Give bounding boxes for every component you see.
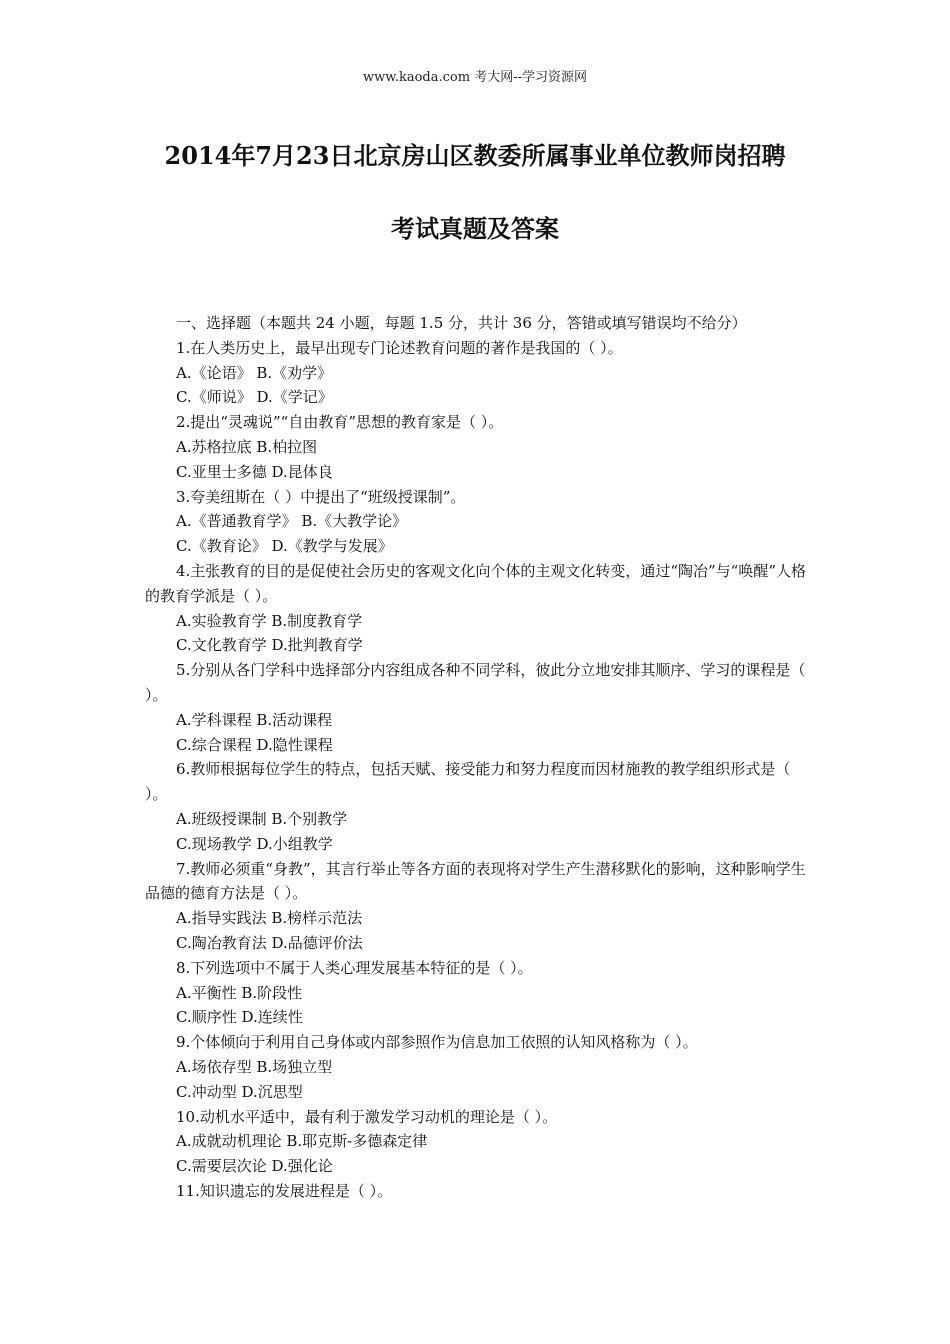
question-stem: 4.主张教育的目的是促使社会历史的客观文化向个体的主观文化转变，通过“陶冶”与“唤醒”人格的教育学派是（ ）。 [145, 561, 806, 605]
document-title-line2: 考试真题及答案 [391, 214, 559, 243]
question-option: C.冲动型 D.沉思型 [176, 1082, 303, 1101]
question-stem: 9.个体倾向于利用自己身体或内部参照作为信息加工依照的认知风格称为（ ）。 [176, 1033, 698, 1052]
section-heading: 一、选择题（本题共 24 小题，每题 1.5 分，共计 36 分，答错或填写错误均不给分） [176, 314, 747, 332]
question-option: A.《论语》 B.《劝学》 [176, 363, 333, 382]
page-header: www.kaoda.com 考大网--学习资源网 [363, 70, 587, 85]
question-option: A.学科课程 B.活动课程 [176, 710, 333, 729]
question-option: C.亚里士多德 D.昆体良 [176, 462, 333, 481]
question-option: A.指导实践法 B.榜样示范法 [176, 909, 363, 928]
question-stem: 3.夸美纽斯在（ ）中提出了“班级授课制”。 [176, 487, 466, 506]
question-stem: 11.知识遗忘的发展进程是（ ）。 [176, 1181, 393, 1200]
document-title: 2014年7月23日北京房山区教委所属事业单位教师岗招聘 [164, 141, 786, 170]
question-option: C.文化教育学 D.批判教育学 [176, 636, 363, 655]
question-option: A.实验教育学 B.制度教育学 [176, 611, 363, 630]
question-option: C.《教育论》 D.《教学与发展》 [176, 537, 393, 556]
question-option: C.顺序性 D.连续性 [176, 1008, 303, 1027]
question-option: C.现场教学 D.小组教学 [176, 834, 333, 853]
question-option: A.苏格拉底 B.柏拉图 [176, 437, 318, 456]
question-option: A.场依存型 B.场独立型 [176, 1057, 333, 1076]
question-option: A.平衡性 B.阶段性 [176, 983, 303, 1002]
question-stem: 7.教师必须重“身教”，其言行举止等各方面的表现将对学生产生潜移默化的影响，这种影响学生品德的德育方法是（ ）。 [145, 859, 806, 903]
question-option: A.《普通教育学》 B.《大教学论》 [176, 512, 408, 531]
question-option: A.班级授课制 B.个别教学 [176, 809, 348, 828]
exam-body [145, 311, 807, 1204]
question-option: C.需要层次论 D.强化论 [176, 1157, 333, 1176]
question-stem: 2.提出“灵魂说”“自由教育”思想的教育家是（ ）。 [176, 413, 504, 432]
question-stem: 8.下列选项中不属于人类心理发展基本特征的是（ ）。 [176, 958, 533, 977]
question-option: A.成就动机理论 B.耶克斯-多德森定律 [176, 1132, 428, 1151]
question-option: C.综合课程 D.隐性课程 [176, 735, 333, 754]
question-option: C.《师说》 D.《学记》 [176, 388, 333, 407]
question-stem: 1.在人类历史上，最早出现专门论述教育问题的著作是我国的（ ）。 [176, 338, 623, 357]
question-stem: 5.分别从各门学科中选择部分内容组成各种不同学科，彼此分立地安排其顺序、学习的课程是（ ）。 [145, 661, 806, 704]
question-option: C.陶冶教育法 D.品德评价法 [176, 933, 363, 952]
question-stem: 10.动机水平适中，最有利于激发学习动机的理论是（ ）。 [176, 1107, 558, 1126]
question-stem: 6.教师根据每位学生的特点，包括天赋、接受能力和努力程度而因材施教的教学组织形式是（ ）。 [145, 760, 791, 804]
